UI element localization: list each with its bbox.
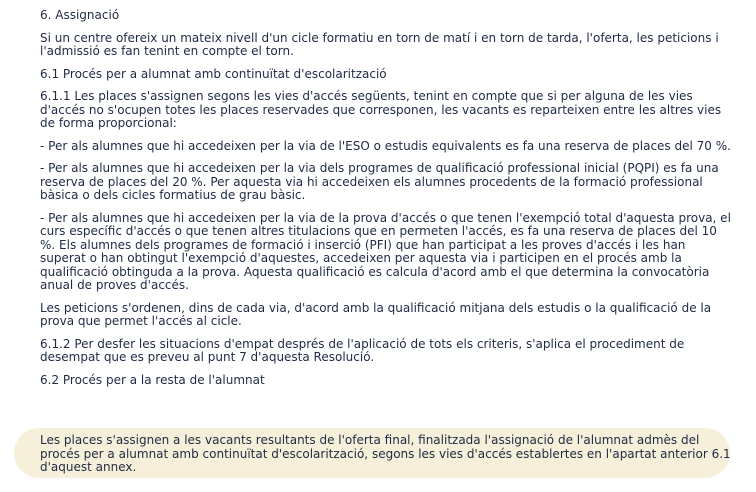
bullet-prova-acces: - Per als alumnes que hi accedeixen per la via de la prova d'accés o que tenen l'exempció total d'aquesta prova, el curs específic d'accés o que tenen altres titulacions que en permeten l'accés, es fa una reserva de places del 10 %. Els alumnes dels programes de formació i inserció (PFI) que han participat a les proves d'accés i les han superat o han obtingut l'exempció d'aquestes, accedeixen per aquesta via i participen en el procés amb la qualificació obtinguda a la prova. Aquesta qualificació es calcula d'acord amb el que determina la convocatòria anual de proves d'accés.: [40, 210, 731, 292]
subsection-6-1-title: 6.1 Procés per a alumnat amb continuïtat d'escolarització: [40, 66, 387, 81]
highlighted-paragraph-6-2: Les places s'assignen a les vacants resultants de l'oferta final, finalitzada l'assignació de l'alumnat admès del procés per a alumnat amb continuïtat d'escolarització, segons les vies d'accés establertes en l'apartat anterior 6.1 d'aquest annex.: [40, 433, 731, 474]
bullet-pqpi: - Per als alumnes que hi accedeixen per la via dels programes de qualificació professional inicial (PQPI) es fa una reserva de places del 20 %. Per aquesta via hi accedeixen els alumnes procedents de la formació professional bàsica o dels cicles formatius de grau bàsic.: [40, 161, 719, 202]
bullet-eso: - Per als alumnes que hi accedeixen per la via de l'ESO o estudis equivalents es fa una reserva de places del 70 %.: [40, 138, 731, 153]
intro-paragraph: Si un centre ofereix un mateix nivell d'un cicle formatiu en torn de matí i en torn de tarda, l'oferta, les peticions i l'admissió es fan tenint en compte el torn.: [40, 30, 719, 58]
section-heading: 6. Assignació: [40, 8, 120, 22]
subsection-6-2-title: 6.2 Procés per a la resta de l'alumnat: [40, 372, 265, 387]
paragraph-6-1-2: 6.1.2 Per desfer les situacions d'empat després de l'aplicació de tots els criteris, s'aplica el procediment de desempat que es preveu al punt 7 d'aquesta Resolució.: [40, 336, 685, 364]
peticions-paragraph: Les peticions s'ordenen, dins de cada via, d'acord amb la qualificació mitjana dels estudis o la qualificació de la prova que permet l'accés al cicle.: [40, 300, 712, 328]
paragraph-6-1-1: 6.1.1 Les places s'assignen segons les vies d'accés següents, tenint en compte que si per alguna de les vies d'accés no s'ocupen totes les places reservades que corresponen, les vacants es reparteixen entre les altres vies de forma proporcional:: [40, 89, 722, 130]
